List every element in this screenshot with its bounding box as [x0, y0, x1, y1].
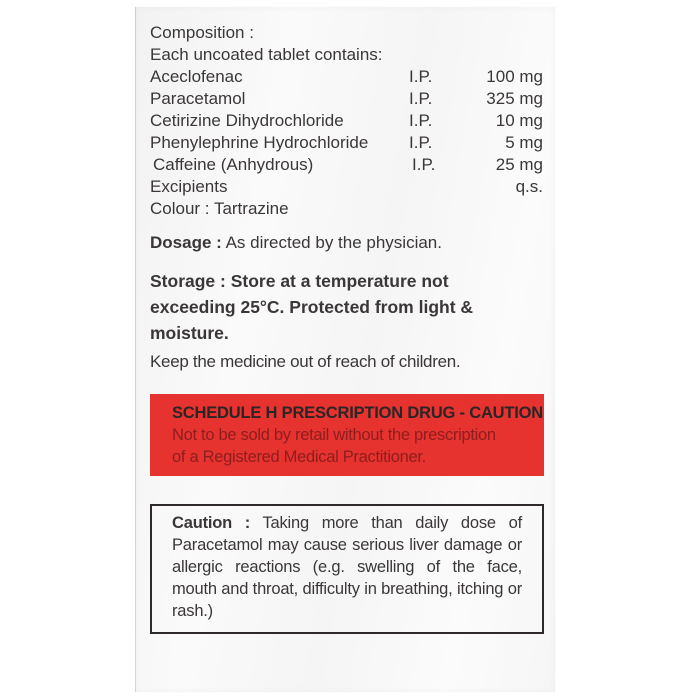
schedule-h-heading: SCHEDULE H PRESCRIPTION DRUG - CAUTION	[172, 404, 543, 422]
dosage-text: As directed by the physician.	[225, 233, 442, 252]
ingredient-amount: 25 mg	[495, 155, 543, 174]
composition-title: Composition :	[150, 23, 254, 42]
caution-label: Caution :	[172, 514, 251, 532]
ingredient-row	[150, 154, 543, 176]
colour-line: Colour : Tartrazine	[150, 199, 289, 218]
ingredient-amount: q.s.	[515, 177, 543, 196]
storage-block	[150, 268, 484, 346]
ingredients-table	[150, 66, 543, 198]
ingredient-row	[150, 66, 543, 88]
ingredient-pharmacopoeia: I.P.	[409, 89, 433, 108]
dosage-label: Dosage :	[150, 233, 222, 252]
ingredient-name: Paracetamol	[150, 89, 246, 108]
caution-text	[172, 512, 522, 622]
ingredient-pharmacopoeia	[409, 176, 469, 198]
dosage-line	[150, 232, 543, 254]
ingredient-name: Cetirizine Dihydrochloride	[150, 111, 344, 130]
schedule-h-body-line: Not to be sold by retail without the prescription	[172, 426, 496, 444]
ingredient-pharmacopoeia: I.P.	[409, 133, 433, 152]
ingredient-pharmacopoeia: I.P.	[409, 111, 433, 130]
ingredient-row	[150, 176, 543, 198]
caution-body: Taking more than daily dose of Paracetamol may cause serious liver damage or allergic reactions (e.g. swelling of the face, mouth and throat, difficulty in breathing, itching or rash.)	[172, 514, 522, 620]
ingredient-name: Aceclofenac	[150, 67, 243, 86]
ingredient-pharmacopoeia: I.P.	[409, 67, 433, 86]
ingredient-row	[150, 110, 543, 132]
schedule-h-body-line: of a Registered Medical Practitioner.	[172, 448, 426, 466]
caution-box	[150, 504, 544, 634]
schedule-h-warning-box	[150, 394, 544, 476]
ingredient-amount: 325 mg	[486, 89, 543, 108]
ingredient-name: Caffeine (Anhydrous)	[153, 155, 314, 174]
ingredient-amount: 5 mg	[505, 133, 543, 152]
storage-label: Storage :	[150, 271, 226, 291]
ingredient-name: Phenylephrine Hydrochloride	[150, 133, 369, 152]
keep-away-line: Keep the medicine out of reach of children.	[150, 352, 461, 371]
ingredient-row	[150, 88, 543, 110]
storage-text: Store at a temperature not exceeding 25°C. Protected from light & moisture.	[150, 271, 474, 343]
ingredient-name: Excipients	[150, 177, 228, 196]
ingredient-pharmacopoeia: I.P.	[412, 155, 436, 174]
composition-subtitle: Each uncoated tablet contains:	[150, 45, 383, 64]
medicine-label	[135, 7, 555, 692]
ingredient-amount: 100 mg	[486, 67, 543, 86]
ingredient-amount: 10 mg	[495, 111, 543, 130]
ingredient-row	[150, 132, 543, 154]
